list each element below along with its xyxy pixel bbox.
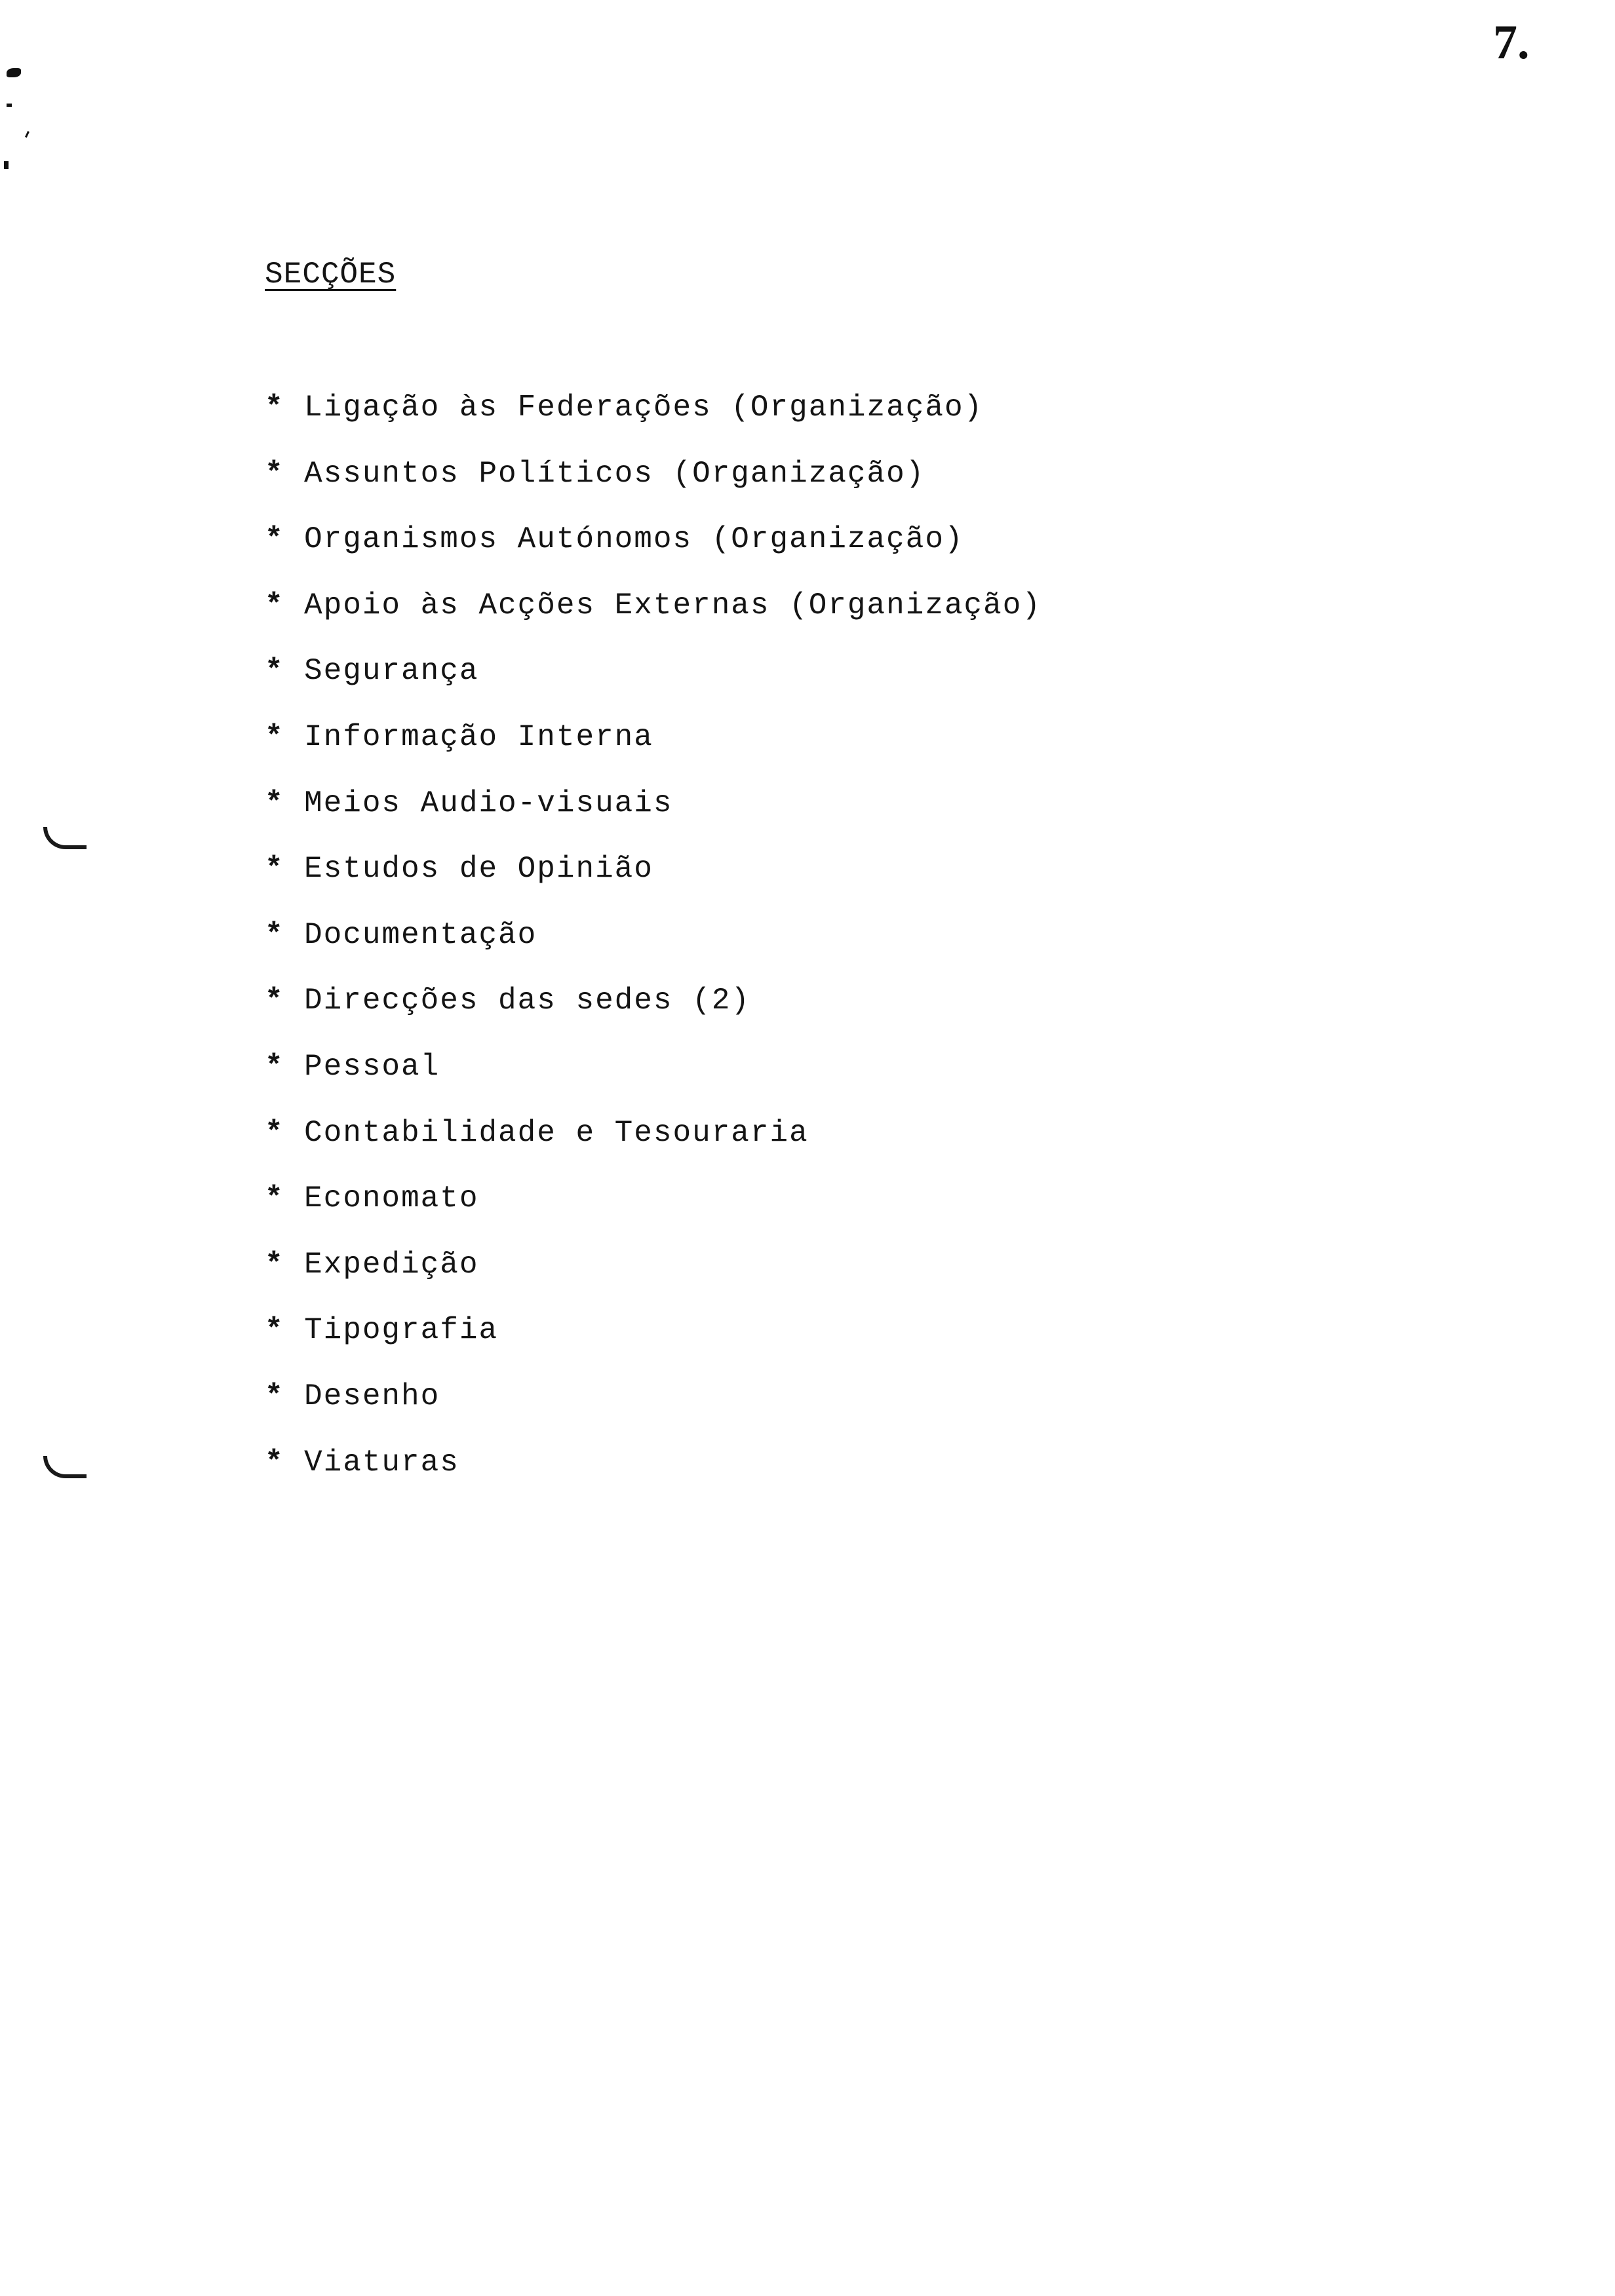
list-item-label: Contabilidade e Tesouraria	[304, 1115, 809, 1150]
bullet-icon: *	[265, 852, 284, 887]
bullet-icon: *	[265, 917, 284, 952]
list-item-label: Viaturas	[304, 1445, 459, 1480]
list-item-label: Informação Interna	[304, 719, 653, 754]
bullet-icon: *	[265, 654, 284, 689]
margin-speck	[7, 68, 21, 77]
list-item-label: Organismos Autónomos (Organização)	[304, 522, 964, 557]
list-item-label: Tipografia	[304, 1313, 499, 1348]
bullet-icon: *	[265, 984, 284, 1018]
list-item	[265, 520, 1041, 586]
list-item	[265, 915, 1041, 982]
bullet-icon: *	[265, 1379, 284, 1413]
margin-speck	[4, 161, 9, 169]
margin-binding-mark	[43, 1456, 87, 1478]
list-item-label: Desenho	[304, 1379, 440, 1413]
margin-binding-mark	[43, 827, 87, 849]
list-item	[265, 1113, 1041, 1179]
list-item	[265, 1179, 1041, 1245]
list-item	[265, 718, 1041, 784]
bullet-icon: *	[265, 1181, 284, 1216]
list-item-label: Segurança	[304, 654, 479, 689]
bullet-icon: *	[265, 588, 284, 622]
page-title: SECÇÕES	[265, 258, 397, 292]
list-item-label: Expedição	[304, 1247, 479, 1282]
list-item	[265, 388, 1041, 454]
list-item	[265, 1245, 1041, 1311]
list-item	[265, 1443, 1041, 1509]
list-item-label: Estudos de Opinião	[304, 852, 653, 887]
margin-speck	[25, 131, 29, 138]
list-item	[265, 651, 1041, 718]
list-item-label: Apoio às Acções Externas (Organização)	[304, 588, 1041, 622]
list-item	[265, 586, 1041, 652]
list-item-label: Direcções das sedes (2)	[304, 984, 750, 1018]
bullet-icon: *	[265, 522, 284, 557]
sections-list	[265, 388, 1041, 1508]
bullet-icon: *	[265, 1313, 284, 1348]
list-item-label: Meios Audio-visuais	[304, 786, 673, 820]
bullet-icon: *	[265, 1247, 284, 1282]
list-item	[265, 981, 1041, 1047]
list-item-label: Pessoal	[304, 1049, 440, 1084]
list-item-label: Economato	[304, 1181, 479, 1216]
list-item-label: Ligação às Federações (Organização)	[304, 391, 984, 425]
bullet-icon: *	[265, 456, 284, 491]
list-item	[265, 1311, 1041, 1377]
bullet-icon: *	[265, 1115, 284, 1150]
margin-speck	[7, 104, 12, 107]
bullet-icon: *	[265, 719, 284, 754]
bullet-icon: *	[265, 786, 284, 820]
bullet-icon: *	[265, 391, 284, 425]
list-item	[265, 454, 1041, 520]
list-item	[265, 849, 1041, 915]
list-item	[265, 1047, 1041, 1113]
bullet-icon: *	[265, 1445, 284, 1480]
bullet-icon: *	[265, 1049, 284, 1084]
list-item	[265, 1377, 1041, 1443]
list-item	[265, 784, 1041, 850]
list-item-label: Assuntos Políticos (Organização)	[304, 456, 925, 491]
page-number: 7.	[1493, 16, 1530, 69]
list-item-label: Documentação	[304, 917, 537, 952]
